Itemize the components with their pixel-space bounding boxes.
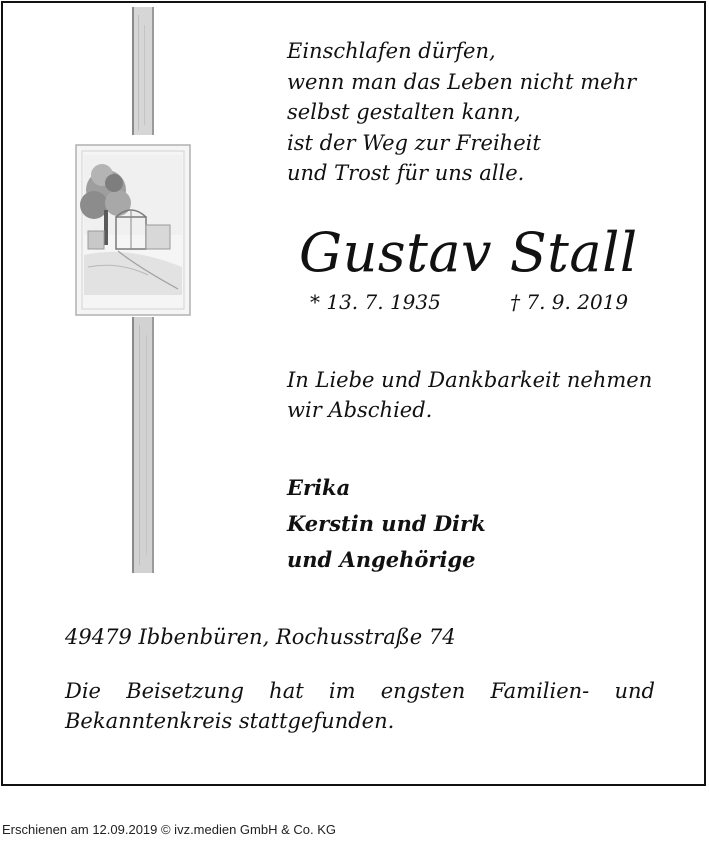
burial-word: Familien- — [490, 679, 590, 703]
birth-date: * 13. 7. 1935 — [310, 290, 441, 314]
poem-line: selbst gestalten kann, — [287, 100, 521, 124]
poem-line: Einschlafen dürfen, — [287, 39, 496, 63]
death-date: † 7. 9. 2019 — [510, 290, 629, 314]
burial-word: engsten — [380, 679, 466, 703]
poem-verse — [287, 36, 687, 189]
mourners-list — [287, 470, 486, 578]
burial-note-line: Bekanntenkreis stattgefunden. — [65, 709, 395, 733]
poem-line: und Trost für uns alle. — [287, 161, 525, 185]
burial-word: und — [614, 679, 655, 703]
farewell-line: In Liebe und Dankbarkeit nehmen — [287, 368, 653, 392]
publication-credit: Erschienen am 12.09.2019 © ivz.medien GmbH & Co. KG — [2, 822, 337, 837]
deceased-name: Gustav Stall — [299, 221, 638, 284]
landscape-illustration-icon — [58, 5, 198, 577]
mourner-name: Kerstin und Dirk — [287, 511, 486, 536]
family-address: 49479 Ibbenbüren, Rochusstraße 74 — [65, 625, 456, 649]
burial-note-line — [65, 676, 655, 706]
mourner-name: Erika — [287, 475, 351, 500]
mourner-name: und Angehörige — [287, 547, 476, 572]
poem-line: ist der Weg zur Freiheit — [287, 130, 541, 155]
burial-word: Die — [65, 679, 101, 703]
burial-word: im — [328, 679, 356, 703]
farewell-message — [287, 365, 652, 425]
burial-word: Beisetzung — [126, 679, 244, 703]
burial-note — [65, 676, 655, 736]
farewell-line: wir Abschied. — [287, 398, 433, 422]
burial-word: hat — [269, 679, 304, 703]
obituary-frame — [1, 1, 706, 786]
poem-line: wenn man das Leben nicht mehr — [287, 69, 637, 94]
